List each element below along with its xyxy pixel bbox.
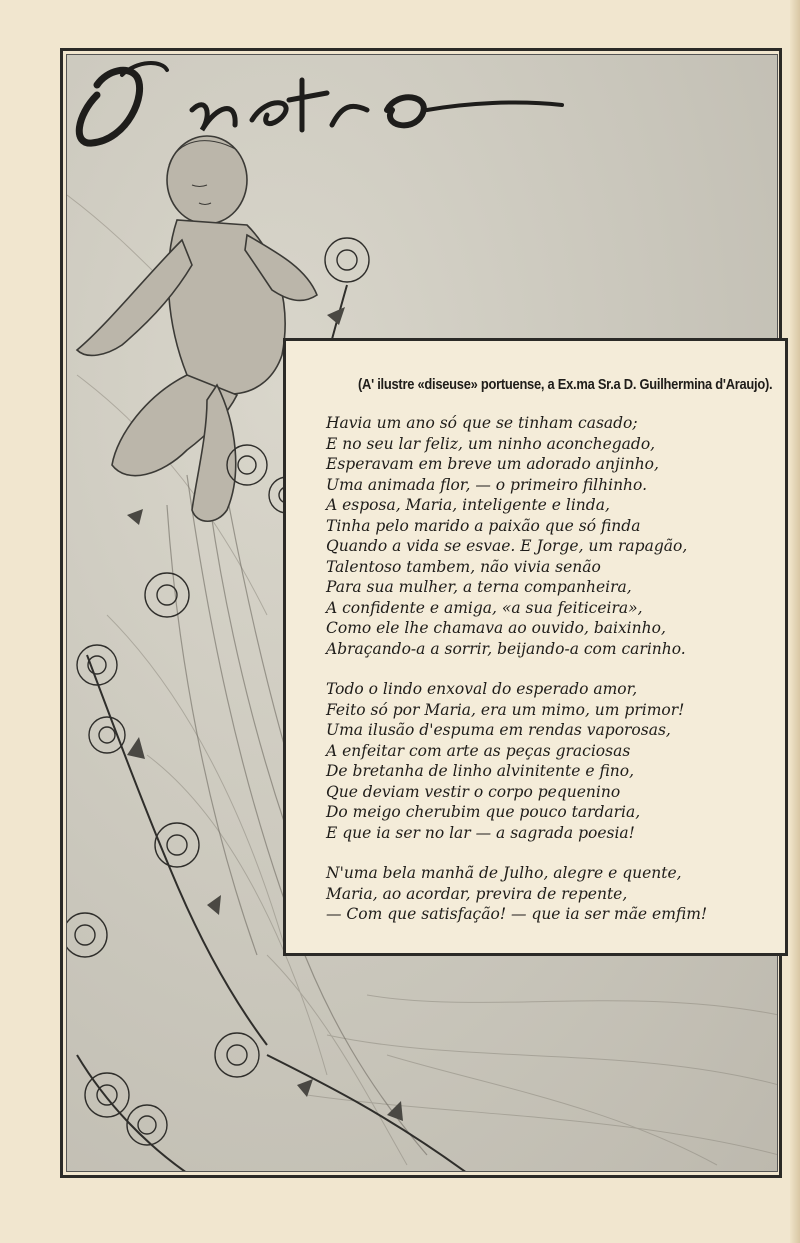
- poem-line: Do meigo cherubim que pouco tardaria,: [326, 803, 641, 821]
- poem-line: Talentoso tambem, não vivia senão: [326, 557, 601, 576]
- poem-line: N'uma bela manhã de Julho, alegre e quente,: [326, 864, 682, 882]
- poem-line: Esperavam em breve um adorado anjinho,: [326, 455, 659, 473]
- poem-line: Tinha pelo marido a paixão que só finda: [326, 516, 641, 535]
- poem-line: Todo o lindo enxoval do esperado amor,: [326, 680, 638, 698]
- poem-line: Abraçando-a a sorrir, beijando-a com carinho.: [326, 639, 686, 658]
- poem-panel: [283, 338, 788, 956]
- poem-line: Quando a vida se esvae. E Jorge, um rapagão,: [326, 537, 688, 555]
- poem-line: Como ele lhe chamava ao ouvido, baixinho,: [326, 619, 666, 637]
- poem-line: A confidente e amiga, «a sua feiticeira»,: [326, 598, 643, 617]
- page-edge: [790, 0, 800, 1243]
- poem-line: — Com que satisfação! — que ia ser mãe emfim!: [326, 905, 708, 923]
- poem-line: Feito só por Maria, era um mimo, um primor!: [326, 700, 685, 719]
- poem-line: Uma animada flor, — o primeiro filhinho.: [326, 475, 648, 494]
- poem-line: A enfeitar com arte as peças graciosas: [326, 741, 631, 760]
- poem-line: E que ia ser no lar — a sagrada poesia!: [326, 823, 635, 842]
- poem-line: Maria, ao acordar, previra de repente,: [326, 884, 628, 903]
- poem-body: [326, 413, 766, 945]
- stanza: [326, 413, 766, 659]
- poem-line: A esposa, Maria, inteligente e linda,: [326, 496, 610, 514]
- poem-line: E no seu lar feliz, um ninho aconchegado,: [326, 434, 656, 453]
- dedication: (A' ilustre «diseuse» portuense, a Ex.ma Sr.a D. Guilhermina d'Araujo).: [358, 376, 773, 393]
- poem-line: Para sua mulher, a terna companheira,: [326, 578, 632, 596]
- poem-line: De bretanha de linho alvinitente e fino,: [326, 762, 635, 780]
- stanza: [326, 863, 766, 925]
- poem-line: Uma ilusão d'espuma em rendas vaporosas,: [326, 721, 671, 739]
- stanza: [326, 679, 766, 843]
- poem-line: Havia um ano só que se tinham casado;: [326, 414, 638, 432]
- poem-line: Que deviam vestir o corpo pequenino: [326, 782, 621, 801]
